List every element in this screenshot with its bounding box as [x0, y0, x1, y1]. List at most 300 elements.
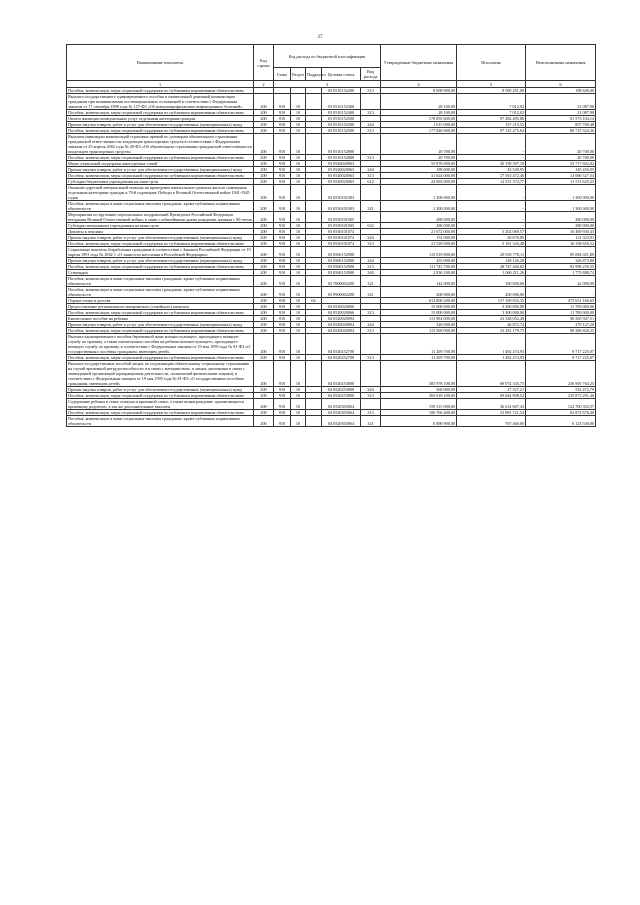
cell-executed: 128 126,20 — [457, 258, 526, 264]
cell-name: Пособия, компенсации, меры социальной поддержки по публичным нормативным обязательствам — [67, 128, 254, 134]
cell-executed: 69 072 335,75 — [457, 361, 526, 387]
cell-code: 200 — [254, 247, 274, 258]
cell-approved: 24 063 000,00 — [381, 179, 457, 185]
cell-vid: 321 — [361, 287, 381, 298]
cell-vid — [361, 185, 381, 201]
cell-unexecuted: 16 469 930,43 — [526, 229, 596, 235]
cell-approved: 111 745 700,00 — [381, 264, 457, 270]
cell-code: 200 — [254, 399, 274, 410]
cell-approved: 21 520 000,00 — [381, 241, 457, 247]
cell-glava: 910 — [274, 122, 291, 128]
cell-glava: 910 — [274, 185, 291, 201]
cell-unexecuted: 857 780,48 — [526, 122, 596, 128]
cell-code: 200 — [254, 264, 274, 270]
cell-glava: 910 — [274, 393, 291, 399]
table-row — [67, 393, 596, 399]
table-row — [67, 264, 596, 270]
cell-razdel: 10 — [291, 355, 306, 361]
cell-unexecuted: 81 573 104,14 — [526, 116, 596, 122]
cell-executed: - — [457, 134, 526, 155]
cell-unexecuted: 11 511 625,23 — [526, 179, 596, 185]
cell-article: 03 0530101074 — [322, 229, 361, 235]
cell-vid: 340 — [361, 270, 381, 276]
cell-unexecuted: 9 717 225,07 — [526, 334, 596, 355]
cell-unexecuted: 20 700,00 — [526, 155, 596, 161]
table-row — [67, 361, 596, 387]
cell-name: Выплата государственных пособий лицам, не подлежащим обязательному социальному страхованию на случай временной нетрудоспособности и в связи с материнством, и лицам, уволенным в связи с ликвидацией организаций (прекращением деятельности, полномочий физическими лицами), в соответствии с Федеральным законом от 19 мая 1995 года № 81-ФЗ «О государственных пособиях гражданам, имеющим детей» — [67, 361, 254, 387]
cell-executed: 29 935 778,11 — [457, 247, 526, 258]
cell-glava: 910 — [274, 399, 291, 410]
cell-article: 03 0510152500 — [322, 128, 361, 134]
cell-razdel: 10 — [291, 229, 306, 235]
cell-code: 200 — [254, 276, 274, 287]
cell-podrazdel — [306, 361, 322, 387]
cell-executed: 5 202 069,57 — [457, 229, 526, 235]
cell-article: 04 0520020094 — [322, 322, 361, 328]
cell-approved: 142 000,00 — [381, 276, 457, 287]
cell-approved: 11 209 700,00 — [381, 355, 457, 361]
cell-executed: 1 060 211,26 — [457, 270, 526, 276]
cell-approved: 106 766 400,00 — [381, 410, 457, 416]
cell-approved: 113 568 000,00 — [381, 328, 457, 334]
cell-razdel: 10 — [291, 258, 306, 264]
cell-executed: 3 300 000,00 — [457, 310, 526, 316]
cell-vid: 321 — [361, 276, 381, 287]
cell-executed: 1 492 474,93 — [457, 334, 526, 355]
cell-razdel: 10 — [291, 201, 306, 212]
cell-executed: 767 460,00 — [457, 416, 526, 427]
cell-razdel: 10 — [291, 361, 306, 387]
cell-unexecuted: 14 060 527,54 — [526, 173, 596, 179]
cell-name: Стипендии — [67, 270, 254, 276]
cell-razdel: 10 — [291, 94, 306, 110]
cell-unexecuted: 11 700 000,00 — [526, 310, 596, 316]
cell-name: Пособия, компенсации и иные социальные выплаты гражданам, кроме публичных нормативных обязательств — [67, 416, 254, 427]
cell-unexecuted: 1 775 888,74 — [526, 270, 596, 276]
cell-vid: 612 — [361, 179, 381, 185]
cell-approved: 31 624 000,00 — [381, 173, 457, 179]
cell-executed: 69 044 808,54 — [457, 393, 526, 399]
cell-code: 200 — [254, 387, 274, 393]
cell-glava: 910 — [274, 416, 291, 427]
cell-executed: 8 500 251,00 — [457, 88, 526, 94]
cell-vid: 313 — [361, 355, 381, 361]
cell-code: 200 — [254, 161, 274, 167]
cell-vid: 244 — [361, 322, 381, 328]
cell-article: 03 0510152400 — [322, 110, 361, 116]
cell-name: Охрана семьи и детства — [67, 298, 254, 304]
cell-approved: 115 019 800,00 — [381, 247, 457, 258]
cell-unexecuted: 42 000,00 — [526, 276, 596, 287]
table-row — [67, 322, 596, 328]
cell-name: Пособия, компенсации и иные социальные выплаты гражданам, кроме публичных нормативных обязательств — [67, 276, 254, 287]
cell-executed: 3 300 000,00 — [457, 304, 526, 310]
table-row — [67, 287, 596, 298]
cell-article: 04 0520253800 — [322, 361, 361, 387]
cell-glava: 910 — [274, 201, 291, 212]
cell-name: Социальные выплаты безработным гражданам в соответствии с Законом Российской Федерации от 19 апреля 1991 года № 1032-1 «О занятости населения в Российской Федерации» — [67, 247, 254, 258]
cell-unexecuted: 25 717 602,82 — [526, 161, 596, 167]
cell-approved: 305 978 100,00 — [381, 361, 457, 387]
cell-vid — [361, 247, 381, 258]
cell-name: Пособия, компенсации, меры социальной поддержки по публичным нормативным обязательствам — [67, 355, 254, 361]
cell-razdel: 10 — [291, 328, 306, 334]
cell-name: Прочая закупка товаров, работ и услуг для обеспечения государственных (муниципальных) нужд — [67, 122, 254, 128]
cell-name: Оплата жилищно-коммунальных услуг отдельным категориям граждан — [67, 116, 254, 122]
cell-executed: - — [457, 155, 526, 161]
cell-unexecuted: 280 000,00 — [526, 223, 596, 229]
cell-razdel: 10 — [291, 287, 306, 298]
cell-article: 04 0520020094 — [322, 316, 361, 322]
cell-razdel: 10 — [291, 247, 306, 258]
col-number-4: 4 — [381, 81, 457, 88]
cell-article: 03 9900002200 — [322, 287, 361, 298]
table-row — [67, 247, 596, 258]
cell-name: Выплата единовременного пособия беременной жене военнослужащего, проходящего военную службу по призыву, а также ежемесячного пособия на ребенка военнослужащего, проходящего военную службу по призыву, в соответствии с Федеральным законом от 19 мая 1995 года № 81-ФЗ «О государственных пособиях гражданам, имеющим детей» — [67, 334, 254, 355]
cell-executed: 27 527,21 — [457, 387, 526, 393]
cell-podrazdel — [306, 201, 322, 212]
cell-executed: 46 872,74 — [457, 322, 526, 328]
cell-approved: 1 300 000,00 — [381, 185, 457, 201]
cell-approved: 612 800 200,00 — [381, 298, 457, 304]
cell-razdel: 10 — [291, 128, 306, 134]
cell-name: Пособия, компенсации, меры социальной поддержки по публичным нормативным обязательствам — [67, 393, 254, 399]
cell-unexecuted: 90 565 947,51 — [526, 316, 596, 322]
cell-unexecuted: 131 323,91 — [526, 235, 596, 241]
cell-code: 200 — [254, 410, 274, 416]
cell-vid: 313 — [361, 264, 381, 270]
cell-article: 03 0520020063 — [322, 179, 361, 185]
table-row — [67, 94, 596, 110]
cell-executed: 20 676,09 — [457, 235, 526, 241]
cell-executed: 43 549,95 — [457, 167, 526, 173]
cell-code: 200 — [254, 298, 274, 304]
cell-article: 04 0520020066 — [322, 304, 361, 310]
cell-podrazdel — [306, 399, 322, 410]
cell-article: 03 0560152900 — [322, 270, 361, 276]
cell-code: 200 — [254, 134, 274, 155]
cell-approved: 178 855 600,00 — [381, 116, 457, 122]
cell-article: 04 0520253800 — [322, 393, 361, 399]
col-number-2: 2 — [254, 81, 274, 88]
header-razdel: Раздел — [291, 68, 306, 81]
cell-glava: 910 — [274, 387, 291, 393]
cell-razdel: 10 — [291, 161, 306, 167]
table-row — [67, 310, 596, 316]
cell-unexecuted: 82 872 678,46 — [526, 410, 596, 416]
cell-vid: 244 — [361, 387, 381, 393]
cell-unexecuted: - — [526, 287, 596, 298]
cell-vid — [361, 94, 381, 110]
cell-razdel: 10 — [291, 416, 306, 427]
cell-article: 03 0530101003 — [322, 201, 361, 212]
cell-razdel: 10 — [291, 122, 306, 128]
cell-name: Пособия, компенсации, меры социальной поддержки по публичным нормативным обязательствам — [67, 155, 254, 161]
cell-razdel: 10 — [291, 264, 306, 270]
cell-name: Пособия, компенсации, меры социальной поддержки по публичным нормативным обязательствам — [67, 173, 254, 179]
cell-unexecuted: 279 127,26 — [526, 322, 596, 328]
table-row — [67, 258, 596, 264]
cell-razdel: 10 — [291, 235, 306, 241]
table-row — [67, 212, 596, 223]
cell-glava: 910 — [274, 161, 291, 167]
cell-name: Пособия, компенсации, меры социальной поддержки по публичным нормативным обязательствам — [67, 241, 254, 247]
cell-executed: 23 281 179,75 — [457, 328, 526, 334]
cell-article: 04 0520253800 — [322, 387, 361, 393]
cell-code: 200 — [254, 128, 274, 134]
table-row — [67, 304, 596, 310]
cell-podrazdel: 04 — [306, 298, 322, 304]
header-vid: Вид расхода — [361, 68, 381, 81]
cell-approved: 28 100,00 — [381, 94, 457, 110]
cell-approved: 1 300 000,00 — [381, 201, 457, 212]
cell-approved: 560 000,00 — [381, 387, 457, 393]
cell-unexecuted: 326 873,80 — [526, 258, 596, 264]
cell-executed: 28 747 440,65 — [457, 264, 526, 270]
cell-podrazdel — [306, 287, 322, 298]
cell-approved: 8 698 900,00 — [381, 88, 457, 94]
table-row — [67, 276, 596, 287]
cell-vid: 622 — [361, 223, 381, 229]
cell-executed: 7 012,02 — [457, 94, 526, 110]
cell-name: Предоставление регионального материнского (семейного) капитала — [67, 304, 254, 310]
cell-executed: 157 219,52 — [457, 122, 526, 128]
cell-executed: - — [457, 201, 526, 212]
cell-code: 200 — [254, 122, 274, 128]
cell-vid: 244 — [361, 167, 381, 173]
cell-approved: 200 000,00 — [381, 287, 457, 298]
cell-name: Прочая закупка товаров, работ и услуг для обеспечения государственных (муниципальных) нужд — [67, 235, 254, 241]
cell-unexecuted: 90 286 820,25 — [526, 328, 596, 334]
cell-article: 04 0520303064 — [322, 410, 361, 416]
header-code-group: Код расхода по бюджетной классификации — [274, 45, 381, 68]
cell-vid — [361, 134, 381, 155]
header-podrazdel: Подраздел — [306, 68, 322, 81]
cell-executed: 30 158 397,18 — [457, 161, 526, 167]
cell-article: 04 0520303064 — [322, 416, 361, 427]
cell-code: 200 — [254, 361, 274, 387]
cell-approved: 20 700,00 — [381, 134, 457, 155]
cell-approved: 20 700,00 — [381, 155, 457, 161]
cell-vid: 244 — [361, 122, 381, 128]
table-row — [67, 161, 596, 167]
cell-razdel: 10 — [291, 155, 306, 161]
cell-name: Прочая закупка товаров, работ и услуг для обеспечения государственных (муниципальных) нужд — [67, 387, 254, 393]
cell-name: Пособия, компенсации, меры социальной поддержки по публичным нормативным обязательствам — [67, 88, 254, 94]
cell-approved: 28 100,00 — [381, 110, 457, 116]
cell-glava: 910 — [274, 316, 291, 322]
cell-razdel: 10 — [291, 410, 306, 416]
cell-glava: 910 — [274, 241, 291, 247]
cell-vid: 313 — [361, 155, 381, 161]
cell-executed: 12 551 374,77 — [457, 179, 526, 185]
cell-code: 200 — [254, 304, 274, 310]
cell-article: 03 0510152500 — [322, 116, 361, 122]
cell-code: 200 — [254, 241, 274, 247]
cell-code: 200 — [254, 235, 274, 241]
table-row — [67, 122, 596, 128]
cell-code: 200 — [254, 201, 274, 212]
cell-name: Прочая закупка товаров, работ и услуг для обеспечения государственных (муниципальных) нужд — [67, 167, 254, 173]
cell-razdel: 10 — [291, 322, 306, 328]
cell-vid: 313 — [361, 110, 381, 116]
cell-executed: - — [457, 223, 526, 229]
cell-podrazdel — [306, 416, 322, 427]
page-number: 37 — [317, 35, 323, 40]
cell-vid: 313 — [361, 310, 381, 316]
table-row — [67, 167, 596, 173]
cell-name: Ежемесячное пособие на ребенка — [67, 316, 254, 322]
cell-article: 03 0530101005 — [322, 223, 361, 229]
cell-name: Оказание адресной материальной помощи на проведение капитального ремонта жилого помещения отдельным категориям граждан к 70-й годовщине Победы в Великой Отечественной войне 1941-1945 годов — [67, 185, 254, 201]
table-row — [67, 399, 596, 410]
cell-approved: 21 672 000,00 — [381, 229, 457, 235]
cell-name: Мероприятия по вручению персональных поздравлений Президента Российской Федерации ветеранам Великой Отечественной войны, в связи с юбилейными днями рождения, начиная с 90-летия — [68, 212, 252, 222]
header-code-line: Код строки — [254, 45, 274, 81]
cell-razdel: 10 — [291, 334, 306, 355]
table-row — [67, 387, 596, 393]
cell-glava: 910 — [274, 167, 291, 173]
cell-razdel: 10 — [291, 167, 306, 173]
cell-executed: - — [457, 212, 526, 223]
cell-name: Выплаты инвалидам компенсаций страховых премий по договорам обязательного страхования гражданской ответственности владельцев транспортных средств в соответствии с Федеральным законом от 25 апреля 2002 года № 40-ФЗ «Об обязательном страховании гражданской ответственности владельцев транспортных средств» — [68, 134, 252, 154]
cell-article: 03 0530101003 — [322, 185, 361, 201]
cell-unexecuted: 235 873 291,46 — [526, 393, 596, 399]
cell-approved: 280 000,00 — [381, 212, 457, 223]
table-row — [67, 134, 596, 155]
cell-podrazdel — [306, 212, 322, 223]
header-glava: Глава — [274, 68, 291, 81]
cell-name: Содержание ребенка в семье опекуна и приемной семье, а также вознаграждение, причитающееся приемному родителю, а так же дополнительные выплаты — [67, 399, 254, 410]
cell-article: 04 0520303064 — [322, 399, 361, 410]
cell-razdel: 10 — [291, 393, 306, 399]
cell-glava: 910 — [274, 155, 291, 161]
cell-glava: 910 — [274, 223, 291, 229]
cell-unexecuted: 21 087,98 — [526, 110, 596, 116]
cell-executed: 36 614 607,43 — [457, 399, 526, 410]
cell-executed: 23 328 052,49 — [457, 316, 526, 322]
cell-glava: 910 — [274, 287, 291, 298]
cell-razdel: 10 — [291, 110, 306, 116]
cell-razdel: 10 — [291, 270, 306, 276]
table-row — [67, 128, 596, 134]
cell-name: Пособия, компенсации, меры социальной поддержки по публичным нормативным обязательствам — [67, 264, 254, 270]
cell-razdel: 10 — [291, 310, 306, 316]
cell-glava: 910 — [274, 334, 291, 355]
cell-razdel: 10 — [291, 387, 306, 393]
cell-approved: 326 000,00 — [381, 322, 457, 328]
cell-glava: 910 — [274, 328, 291, 334]
table-row — [67, 235, 596, 241]
cell-code: 200 — [254, 310, 274, 316]
cell-glava: 910 — [274, 116, 291, 122]
header-approved: Утвержденные бюджетные назначения — [381, 45, 457, 81]
budget-table — [66, 44, 596, 427]
cell-vid — [361, 334, 381, 355]
cell-podrazdel — [306, 276, 322, 287]
col-number-6: 6 — [526, 81, 596, 88]
cell-approved: 11 209 700,00 — [381, 334, 457, 355]
cell-name: Выплата государственного единовременного пособия и ежемесячной денежной компенсации гражданам при возникновении поствакцинальных осложнений в соответствии с Федеральным законом от 17 сентября 1998 года № 157-ФЗ «Об иммунопрофилактике инфекционных болезней» — [67, 94, 254, 110]
cell-approved: 2 836 100,00 — [381, 270, 457, 276]
cell-name: Пособия, компенсации, меры социальной поддержки по публичным нормативным обязательствам — [67, 310, 254, 316]
cell-glava: 910 — [274, 322, 291, 328]
cell-code: 200 — [254, 167, 274, 173]
cell-razdel: 10 — [291, 212, 306, 223]
table-row — [67, 88, 596, 94]
cell-approved: 6 890 900,00 — [381, 416, 457, 427]
cell-article: 04 0520252700 — [322, 355, 361, 361]
cell-unexecuted: 21 087,98 — [526, 94, 596, 110]
cell-razdel: 10 — [291, 298, 306, 304]
cell-vid — [361, 361, 381, 387]
cell-article: 02 7600002200 — [322, 276, 361, 287]
cell-article: 03 0520020063 — [322, 173, 361, 179]
cell-name: Прочая закупка товаров, работ и услуг для обеспечения государственных (муниципальных) нужд — [67, 322, 254, 328]
cell-glava: 910 — [274, 270, 291, 276]
table-body — [67, 88, 596, 427]
cell-code: 200 — [254, 173, 274, 179]
cell-glava: 910 — [274, 235, 291, 241]
cell-podrazdel — [306, 94, 322, 110]
cell-code: 200 — [254, 179, 274, 185]
cell-executed: 137 169 033,35 — [457, 298, 526, 304]
cell-code: 200 — [254, 393, 274, 399]
cell-article: 03 0510152200 — [322, 88, 361, 94]
cell-code: 200 — [254, 212, 274, 223]
cell-code: 200 — [254, 258, 274, 264]
cell-razdel: 10 — [291, 134, 306, 155]
table-row — [67, 410, 596, 416]
table-row — [67, 201, 596, 212]
cell-unexecuted: 236 905 764,25 — [526, 361, 596, 387]
cell-podrazdel — [306, 334, 322, 355]
cell-glava: 910 — [274, 264, 291, 270]
cell-glava: 910 — [274, 173, 291, 179]
table-row — [67, 179, 596, 185]
cell-article: 03 0510152800 — [322, 155, 361, 161]
cell-executed: 100 000,00 — [457, 276, 526, 287]
cell-vid: 313 — [361, 88, 381, 94]
cell-razdel: 10 — [291, 241, 306, 247]
cell-code: 200 — [254, 328, 274, 334]
cell-podrazdel — [306, 185, 322, 201]
cell-vid: 313 — [361, 328, 381, 334]
cell-approved: 304 918 100,00 — [381, 393, 457, 399]
cell-approved: 15 000 000,00 — [381, 304, 457, 310]
cell-unexecuted: 532 472,79 — [526, 387, 596, 393]
table-row — [67, 416, 596, 427]
cell-article: 03 0510152500 — [322, 122, 361, 128]
cell-glava: 910 — [274, 110, 291, 116]
cell-glava: 910 — [274, 134, 291, 155]
cell-vid: 244 — [361, 258, 381, 264]
cell-approved: 1 015 000,00 — [381, 122, 457, 128]
cell-code: 200 — [254, 316, 274, 322]
cell-executed: 97 125 275,64 — [457, 128, 526, 134]
cell-name: Пособия, компенсации, меры социальной поддержки по публичным нормативным обязательствам — [67, 110, 254, 116]
cell-article: 03 0520020063 — [322, 167, 361, 173]
cell-article: 03 0560152900 — [322, 258, 361, 264]
cell-approved: 189 000,00 — [381, 167, 457, 173]
cell-code: 200 — [254, 94, 274, 110]
cell-code: 200 — [254, 287, 274, 298]
cell-vid: 313 — [361, 393, 381, 399]
cell-code: 200 — [254, 223, 274, 229]
cell-unexecuted: 11 700 000,00 — [526, 304, 596, 310]
cell-unexecuted: 9 717 225,07 — [526, 355, 596, 361]
cell-name: Пособия, компенсации и иные социальные выплаты гражданам, кроме публичных нормативных обязательств — [67, 201, 254, 212]
